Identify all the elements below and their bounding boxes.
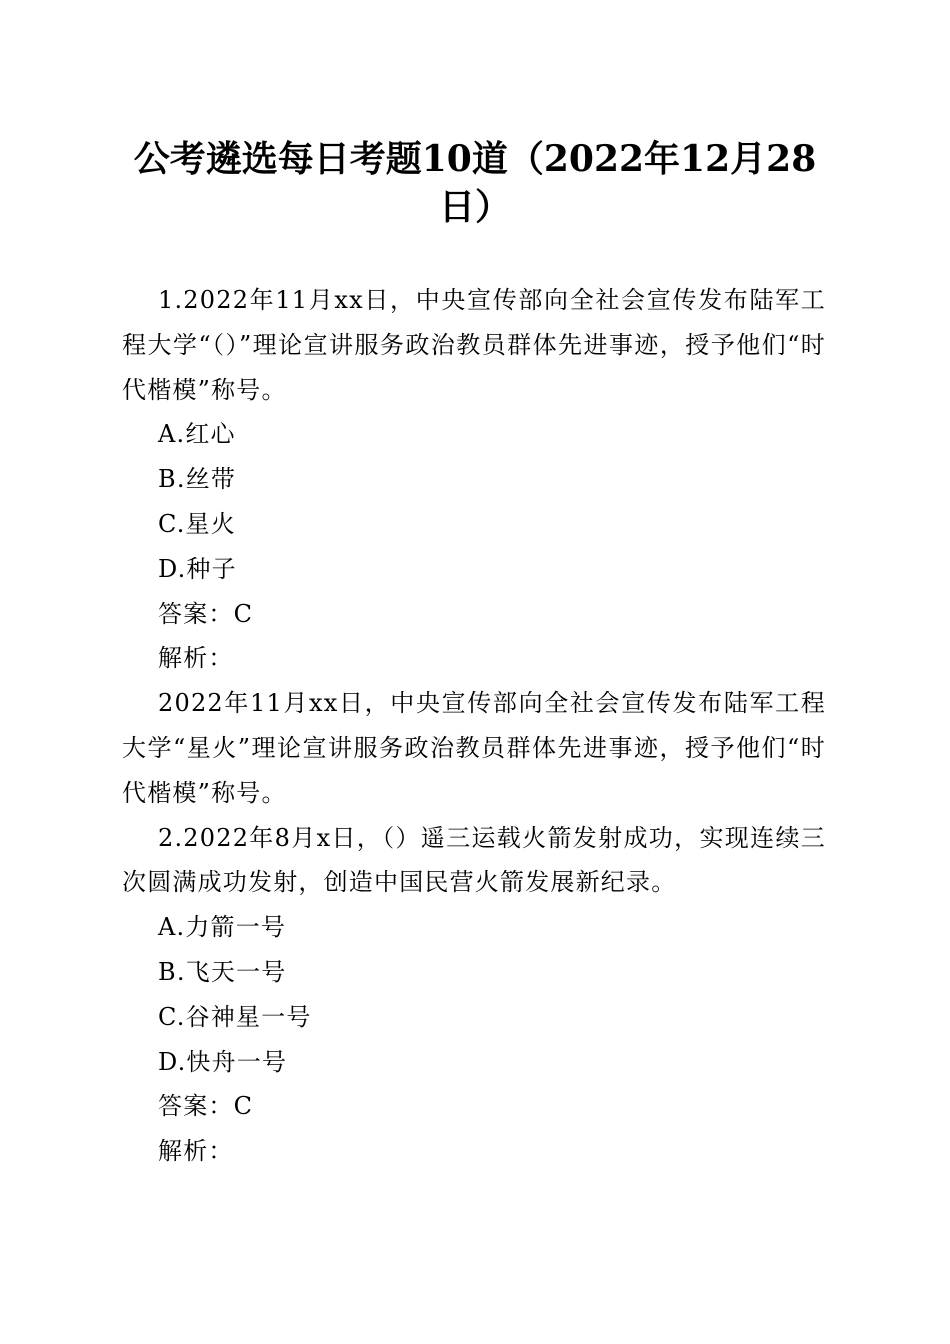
question-2-option-d: D.快舟一号 bbox=[158, 1047, 288, 1076]
question-2-answer: 答案：C bbox=[158, 1092, 254, 1121]
question-1-analysis: 2022年11月xx日，中央宣传部向全社会宣传发布陆军工程大学“星火”理论宣讲服务政治教员群体先进事迹，授予他们“时代楷模”称号。 bbox=[122, 689, 826, 807]
question-1-analysis-label: 解析： bbox=[158, 644, 234, 673]
question-2-stem: 2.2022年8月x日，（）遥三运载火箭发射成功，实现连续三次圆满成功发射，创造中国民营火箭发展新纪录。 bbox=[122, 823, 826, 897]
question-1-answer: 答案：C bbox=[158, 599, 254, 628]
document-title: 公考遴选每日考题10道（2022年12月28日） bbox=[133, 138, 817, 228]
question-2-option-a: A.力箭一号 bbox=[158, 913, 287, 942]
question-1-option-d: D.种子 bbox=[158, 554, 237, 583]
question-2-option-b: B.飞天一号 bbox=[158, 957, 287, 986]
question-1-option-a: A.红心 bbox=[158, 420, 236, 449]
question-1-stem: 1.2022年11月xx日，中央宣传部向全社会宣传发布陆军工程大学“（）”理论宣讲服务政治教员群体先进事迹，授予他们“时代楷模”称号。 bbox=[122, 286, 826, 404]
question-2-analysis-label: 解析： bbox=[158, 1137, 234, 1166]
question-1-option-b: B.丝带 bbox=[158, 465, 237, 494]
document-body bbox=[122, 278, 826, 1174]
question-2-option-c: C.谷神星一号 bbox=[158, 1002, 312, 1031]
question-1-option-c: C.星火 bbox=[158, 509, 236, 538]
